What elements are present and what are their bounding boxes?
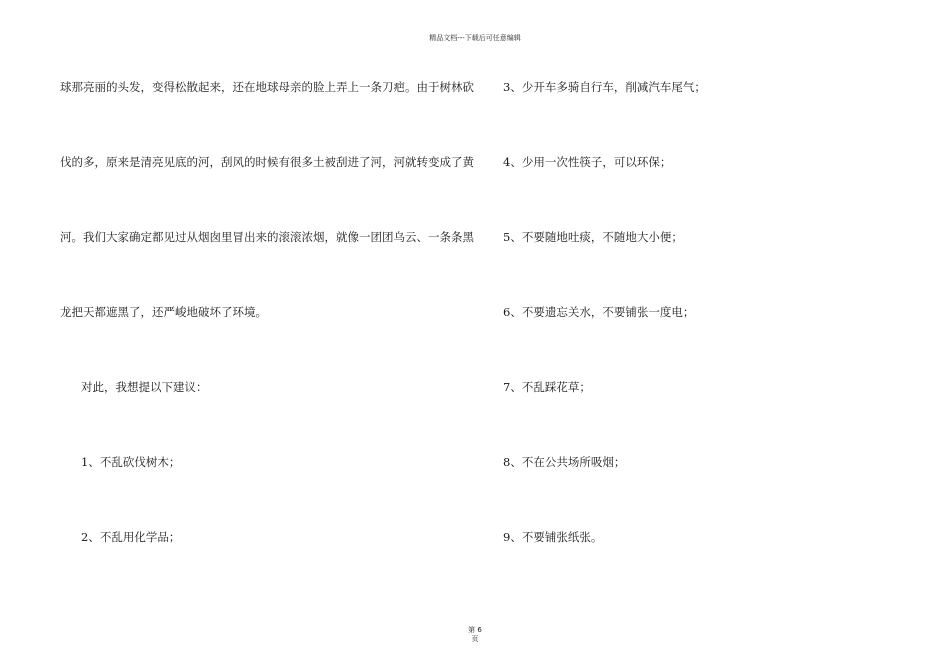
list-item: 9、不要铺张纸张。 [503, 530, 603, 544]
list-item: 4、少用一次性筷子，可以环保； [503, 155, 672, 169]
list-item: 1、不乱砍伐树木； [81, 455, 181, 469]
page-number [0, 626, 950, 644]
page-number-bottom: 页 [471, 635, 479, 643]
page-number-top: 第 6 [468, 626, 482, 634]
list-item: 3、少开车多骑自行车，削减汽车尾气； [503, 80, 706, 94]
page-header: 精品文档---下载后可任意编辑 [429, 34, 521, 42]
paragraph-line: 球那亮丽的头发，变得松散起来，还在地球母亲的脸上弄上一条刀疤。由于树林砍 [60, 80, 474, 94]
list-item: 2、不乱用化学品； [81, 530, 181, 544]
paragraph-line: 龙把天都遮黑了，还严峻地破坏了环境。 [60, 305, 267, 319]
list-item: 6、不要遗忘关水，不要铺张一度电； [503, 305, 695, 319]
paragraph-line: 对此，我想提以下建议： [81, 380, 208, 394]
list-item: 8、不在公共场所吸烟； [503, 455, 626, 469]
paragraph-line: 河。我们大家确定都见过从烟囱里冒出来的滚滚浓烟，就像一团团乌云、一条条黑 [60, 230, 474, 244]
paragraph-line: 伐的多，原来是清亮见底的河，刮风的时候有很多土被刮进了河，河就转变成了黄 [60, 155, 474, 169]
list-item: 7、不乱踩花草； [503, 380, 591, 394]
list-item: 5、不要随地吐痰，不随地大小便； [503, 230, 683, 244]
